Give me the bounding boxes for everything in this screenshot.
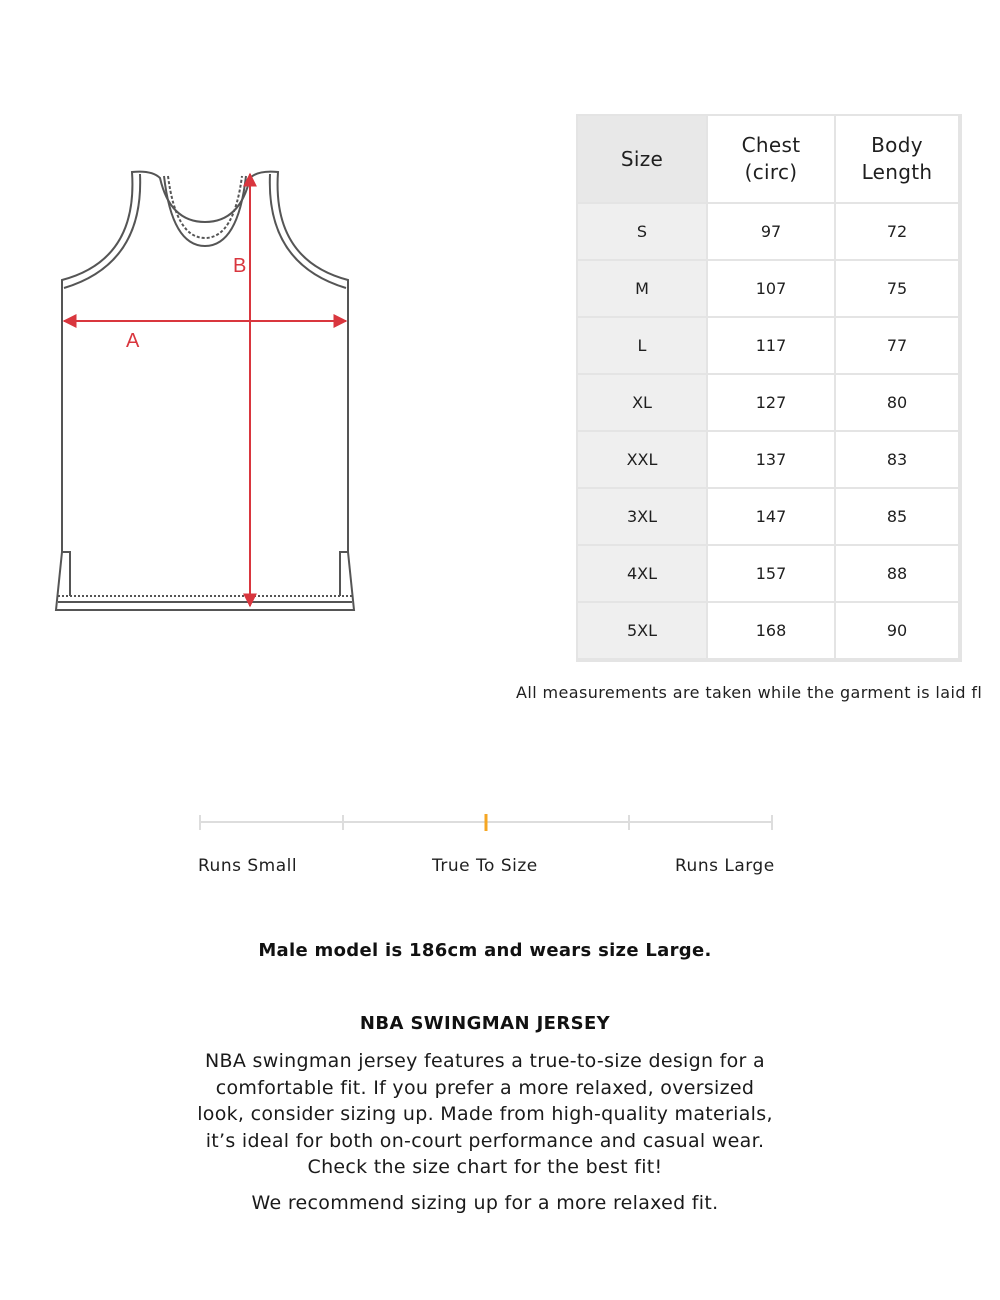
length-cell: 75 [834,259,958,316]
size-row [576,202,958,259]
size-row [576,487,958,544]
chest-cell: 168 [706,601,834,658]
header-line: (circ) [744,160,798,184]
chest-cell: 117 [706,316,834,373]
body-length-column-header [834,114,958,202]
fit-label-runs-small: Runs Small [198,856,298,876]
length-cell: 77 [834,316,958,373]
chest-cell: 127 [706,373,834,430]
product-description: NBA swingman jersey features a true-to-size design for a comfortable fit. If you prefer a more relaxed, oversized look, consider sizing up. Made from high-quality materials, it’s ideal for both on-court performance and casual wear. Check the size chart for the best fit! [197,1050,773,1178]
size-row [576,259,958,316]
size-cell: 3XL [576,487,706,544]
length-cell: 90 [834,601,958,658]
size-row [576,316,958,373]
measure-label-b: B [233,255,247,277]
size-cell: M [576,259,706,316]
length-cell: 85 [834,487,958,544]
size-cell: S [576,202,706,259]
header-line: Body [871,133,923,157]
size-cell: L [576,316,706,373]
size-row [576,373,958,430]
measure-label-a: A [126,330,140,352]
size-chart-table [576,114,962,662]
size-chart-header-row [576,114,958,202]
length-cell: 80 [834,373,958,430]
size-cell: 5XL [576,601,706,658]
chest-cell: 157 [706,544,834,601]
fit-label-true-to-size: True To Size [432,856,538,876]
fit-label-runs-large: Runs Large [675,856,775,876]
header-line: Size [620,146,664,171]
fit-scale-track [198,812,774,836]
length-cell: 83 [834,430,958,487]
chest-cell: 147 [706,487,834,544]
jersey-measurement-diagram [40,150,370,630]
jersey-outline [56,172,354,610]
product-title: NBA SWINGMAN JERSEY [359,1013,611,1034]
size-row [576,601,958,658]
chest-cell: 137 [706,430,834,487]
chest-cell: 97 [706,202,834,259]
length-cell: 72 [834,202,958,259]
size-cell: 4XL [576,544,706,601]
chest-column-header [706,114,834,202]
header-line: Length [861,160,933,184]
model-size-note: Male model is 186cm and wears size Large. [258,940,712,961]
measurement-note: All measurements are taken while the garment is laid fl [516,683,983,702]
chest-cell: 107 [706,259,834,316]
jersey-illustration [40,150,370,630]
header-line: Chest [741,133,801,157]
size-cell: XL [576,373,706,430]
size-column-header [576,114,706,202]
size-cell: XXL [576,430,706,487]
size-row [576,430,958,487]
sizing-recommendation: We recommend sizing up for a more relaxed fit. [251,1192,719,1214]
size-row [576,544,958,601]
fit-scale [198,812,774,836]
length-cell: 88 [834,544,958,601]
